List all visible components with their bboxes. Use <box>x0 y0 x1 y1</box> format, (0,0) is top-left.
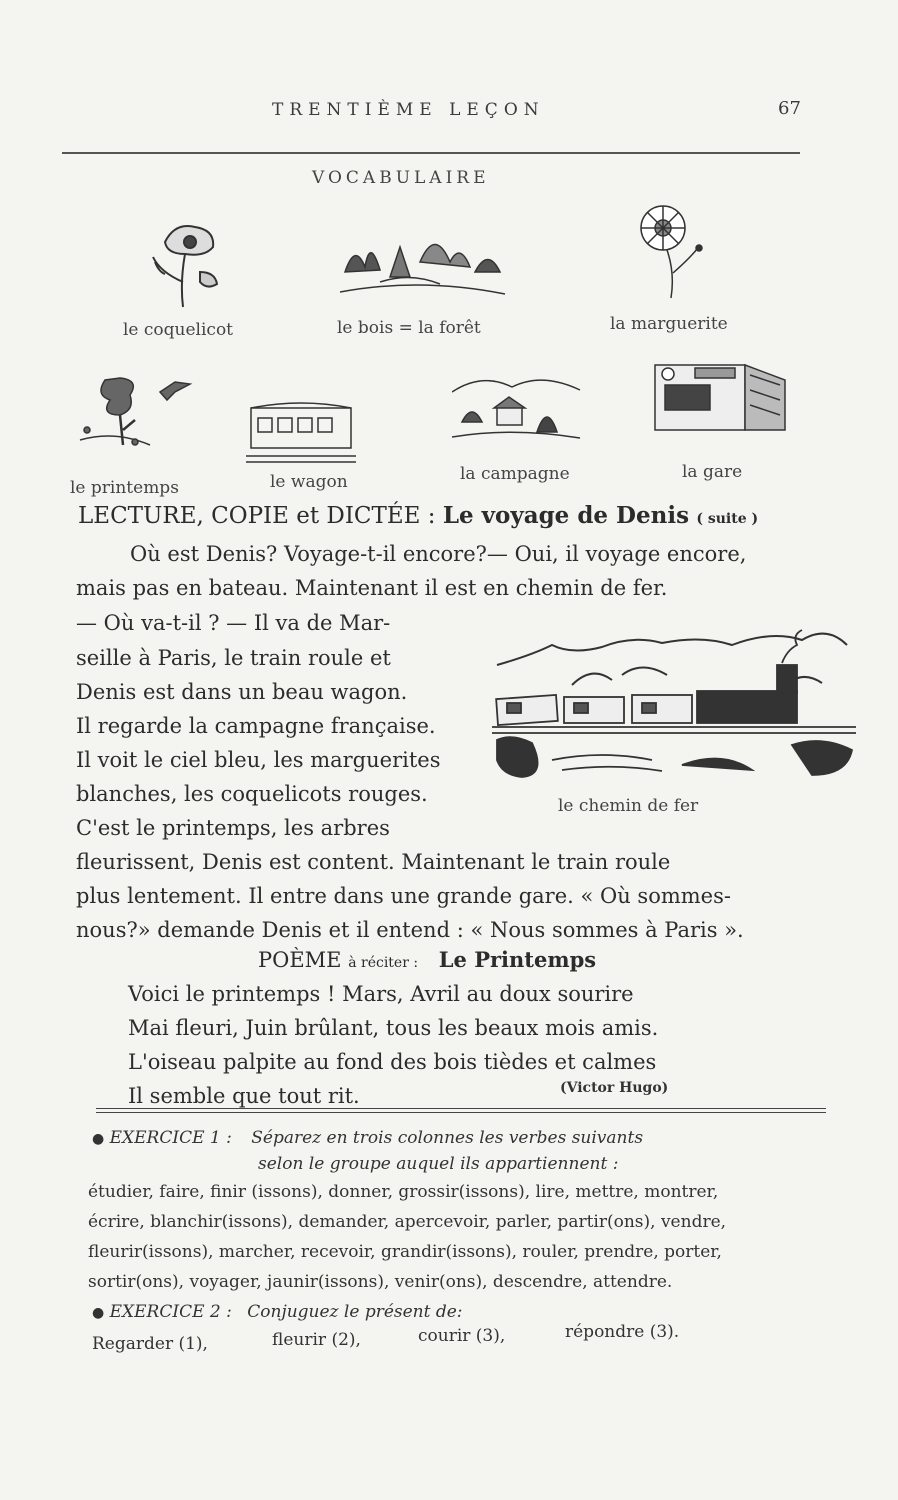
poem-line: Il semble que tout rit. <box>128 1084 360 1108</box>
exercise-1-instruction-cont: selon le groupe auquel ils appartiennent : <box>258 1154 619 1174</box>
reading-line: Où est Denis? Voyage-t-il encore?— Oui, il voyage encore, <box>130 542 747 566</box>
reading-suffix: ( suite ) <box>696 511 759 527</box>
poem-heading: POÈME <box>258 948 342 972</box>
exercise-2-instruction: Conjuguez le présent de: <box>247 1302 463 1322</box>
exercise-1-line: fleurir(issons), marcher, recevoir, grandir(issons), rouler, prendre, porter, <box>88 1242 722 1262</box>
vocab-label-spring: le printemps <box>70 478 179 498</box>
vocab-label-poppy: le coquelicot <box>123 320 234 340</box>
poem-line: L'oiseau palpite au fond des bois tièdes et calmes <box>128 1050 657 1074</box>
exercise-1-line: écrire, blanchir(issons), demander, apercevoir, parler, partir(ons), vendre, <box>88 1212 727 1232</box>
exercise-1-header <box>92 1128 643 1148</box>
poem-rule <box>96 1112 826 1113</box>
poem-line: Mai fleuri, Juin brûlant, tous les beaux mois amis. <box>128 1016 659 1040</box>
reading-line: mais pas en bateau. Maintenant il est en chemin de fer. <box>76 576 668 600</box>
reading-line: seille à Paris, le train roule et <box>76 646 391 670</box>
vocab-label-woods: le bois = la forêt <box>337 318 481 338</box>
page-header-title: TRENTIÈME LEÇON <box>272 100 545 120</box>
header-rule <box>62 152 800 154</box>
poem-rule <box>96 1108 826 1109</box>
poem-heading-row <box>258 944 596 979</box>
poem-line: Voici le printemps ! Mars, Avril au doux sourire <box>128 982 634 1006</box>
reading-heading: LECTURE, COPIE et DICTÉE : <box>78 503 436 529</box>
countryside-icon <box>452 372 582 447</box>
reading-line: nous?» demande Denis et il entend : « Nous sommes à Paris ». <box>76 918 744 942</box>
exercise-1-line: sortir(ons), voyager, jaunir(issons), venir(ons), descendre, attendre. <box>88 1272 673 1292</box>
reading-line: Denis est dans un beau wagon. <box>76 680 408 704</box>
vocab-label-wagon: le wagon <box>270 472 348 492</box>
reading-line: blanches, les coquelicots rouges. <box>76 782 428 806</box>
exercise-1-label: EXERCICE 1 : <box>109 1128 232 1148</box>
exercise-2-header <box>92 1302 463 1322</box>
exercise-2-label: EXERCICE 2 : <box>109 1302 232 1322</box>
poppy-icon <box>145 212 225 312</box>
railway-car-icon <box>246 398 356 468</box>
station-icon <box>650 360 790 440</box>
vocab-label-daisy: la marguerite <box>610 314 728 334</box>
woods-icon <box>340 222 510 307</box>
reading-line: plus lentement. Il entre dans une grande gare. « Où sommes- <box>76 884 731 908</box>
poem-title: Le Printemps <box>438 947 597 972</box>
reading-heading-row <box>78 500 758 535</box>
reading-line: Il regarde la campagne française. <box>76 714 436 738</box>
spring-tree-icon <box>75 370 195 465</box>
exercise-1-line: étudier, faire, finir (issons), donner, grossir(issons), lire, mettre, montrer, <box>88 1182 719 1202</box>
exercise-2-verb: courir (3), <box>418 1326 506 1346</box>
daisy-icon <box>635 203 715 303</box>
vocabulary-heading: VOCABULAIRE <box>312 168 490 188</box>
reading-line: fleurissent, Denis est content. Maintenant le train roule <box>76 850 671 874</box>
vocab-label-countryside: la campagne <box>460 464 570 484</box>
exercise-2-verb: Regarder (1), <box>92 1334 208 1354</box>
reading-title: Le voyage de Denis <box>442 502 690 529</box>
train-caption: le chemin de fer <box>558 796 699 816</box>
train-illustration <box>492 625 856 785</box>
reading-line: C'est le printemps, les arbres <box>76 816 390 840</box>
vocab-label-station: la gare <box>682 462 743 482</box>
exercise-1-instruction: Séparez en trois colonnes les verbes suivants <box>251 1128 644 1148</box>
reading-line: Il voit le ciel bleu, les marguerites <box>76 748 441 772</box>
reading-line: — Où va-t-il ? — Il va de Mar- <box>76 611 391 635</box>
poem-heading-small: à réciter : <box>348 955 419 971</box>
exercise-2-verb: répondre (3). <box>565 1322 680 1342</box>
page-number: 67 <box>778 98 801 119</box>
bullet-icon: ● <box>92 1131 105 1147</box>
bullet-icon: ● <box>92 1305 105 1321</box>
exercise-2-verb: fleurir (2), <box>272 1330 361 1350</box>
poem-author: (Victor Hugo) <box>560 1080 669 1096</box>
